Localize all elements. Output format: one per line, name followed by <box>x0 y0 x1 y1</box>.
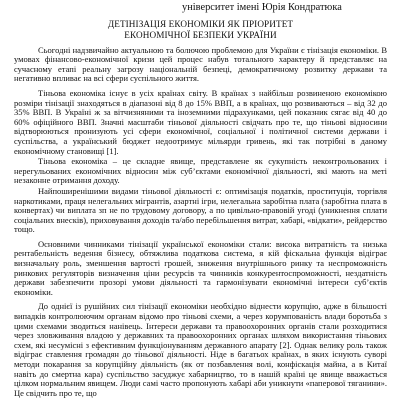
paragraph-shadow-economy-scale: Тіньова економіка існує в усіх країнах світу. В країнах з найбільш розвиненою економікою розміри тінізації знаходяться в діапазоні від 8 до 15% ВВП, а в країнах, що розвиваються – від 32 до 35% ВВП. В Україні ж за вітчизняними та іноземними підрахунками, цей показник сягає від 40 до 60% офіційного ВВП. Значні масштаби тіньової діяльності свідчать про те, що тіньові відносини відтворюються пронизують усі сфери економічної, соціальної і політичної системи держави і суспільства, а український бюджет недоотримує мільярди гривень, які так потрібні в даному економічному становищі [1]. <box>14 87 387 156</box>
paper-title <box>14 19 387 41</box>
paper-title-line-1: ДЕТІНІЗАЦІЯ ЕКОНОМІКИ ЯК ПРІОРИТЕТ <box>107 19 294 29</box>
paragraph-intro: Сьогодні надзвичайно актуальною та болючою проблемою для України є тінізація економіки. В умовах фінансово-економічної кризи цей процес набув тотального характеру й представляє на сучасному етапі реальну загрозу національній безпеці, демократичному розвитку держави та негативно впливає на всі сфери суспільного життя. <box>14 44 387 84</box>
paragraph-corruption: До однієї із рушійних сил тінізації економіки необхідно віднести корупцію, адже в більшості випадків контролюючим органам відомо про тіньові схеми, а через корумпованість влади боротьба з цими схемами зводиться нанівець. Інтереси держави та правоохоронних органів стали розходитися через зловживання владою у державних та правоохоронних органах шляхом використання тіньових схем, які несумісні з ефективним функціонуванням державного апарату [2]. Однак велику роль також відіграє ставлення громадян до тіньової діяльності. Ніде в багатьох країнах, в яких існують суворі методи покарання за корупційну діяльність (як от позбавлення волі, конфіскація майна, а в Китаї навіть до смертна кара) суспільство засуджує хабарництво, то в нашій країні це явище вважається цілком нормальним явищем. Люди самі часто пропонують хабарі аби уникнути «паперової тяганини». Це свідчить про те, що <box>14 301 387 398</box>
paper-title-line-2: ЕКОНОМІЧНОЇ БЕЗПЕКИ УКРАЇНИ <box>124 29 277 40</box>
university-affiliation: університет імені Юрія Кондратюка <box>182 2 342 13</box>
paragraph-types: Найпоширенішими видами тіньової діяльності є: оптимізація податків, проституція, торгівля наркотиками, праця нелегальних мігрантів, азартні ігри, нелегальна заробітна плата (заробітна плата в конвертах) чи виплата зп не по трудовому договору, а по цивільно-правовій угоді (уникнення сплати соціальних внесків), приховування доходів та/або перебільшення витрат, хабарі, «відкати», рейдерство тощо. <box>14 185 387 235</box>
paragraph-factors: Основними чинниками тінізації української економіки стали: висока витратність та низька рентабельність ведення бізнесу, обтяжлива податкова система, я кій фіскальна функція відіграє визначальну роль, зменшення вартості грошей, зниження внутрішнього ринку та неспроможність ринкових регуляторів визначення ціни ресурсів та чинників конкурентоспроможності, нездатність держави забезпечити прозорі умови діяльності та гармонізувати економічні інтереси суб’єктів економіки. <box>14 238 387 297</box>
paragraph-definition: Тіньова економіка – це складне явище, представлене як сукупність неконтрольованих і нерегульованих економічних відносин між суб’єктами економічної діяльності, які мають на меті незаконне отримання доходу. <box>14 156 387 186</box>
